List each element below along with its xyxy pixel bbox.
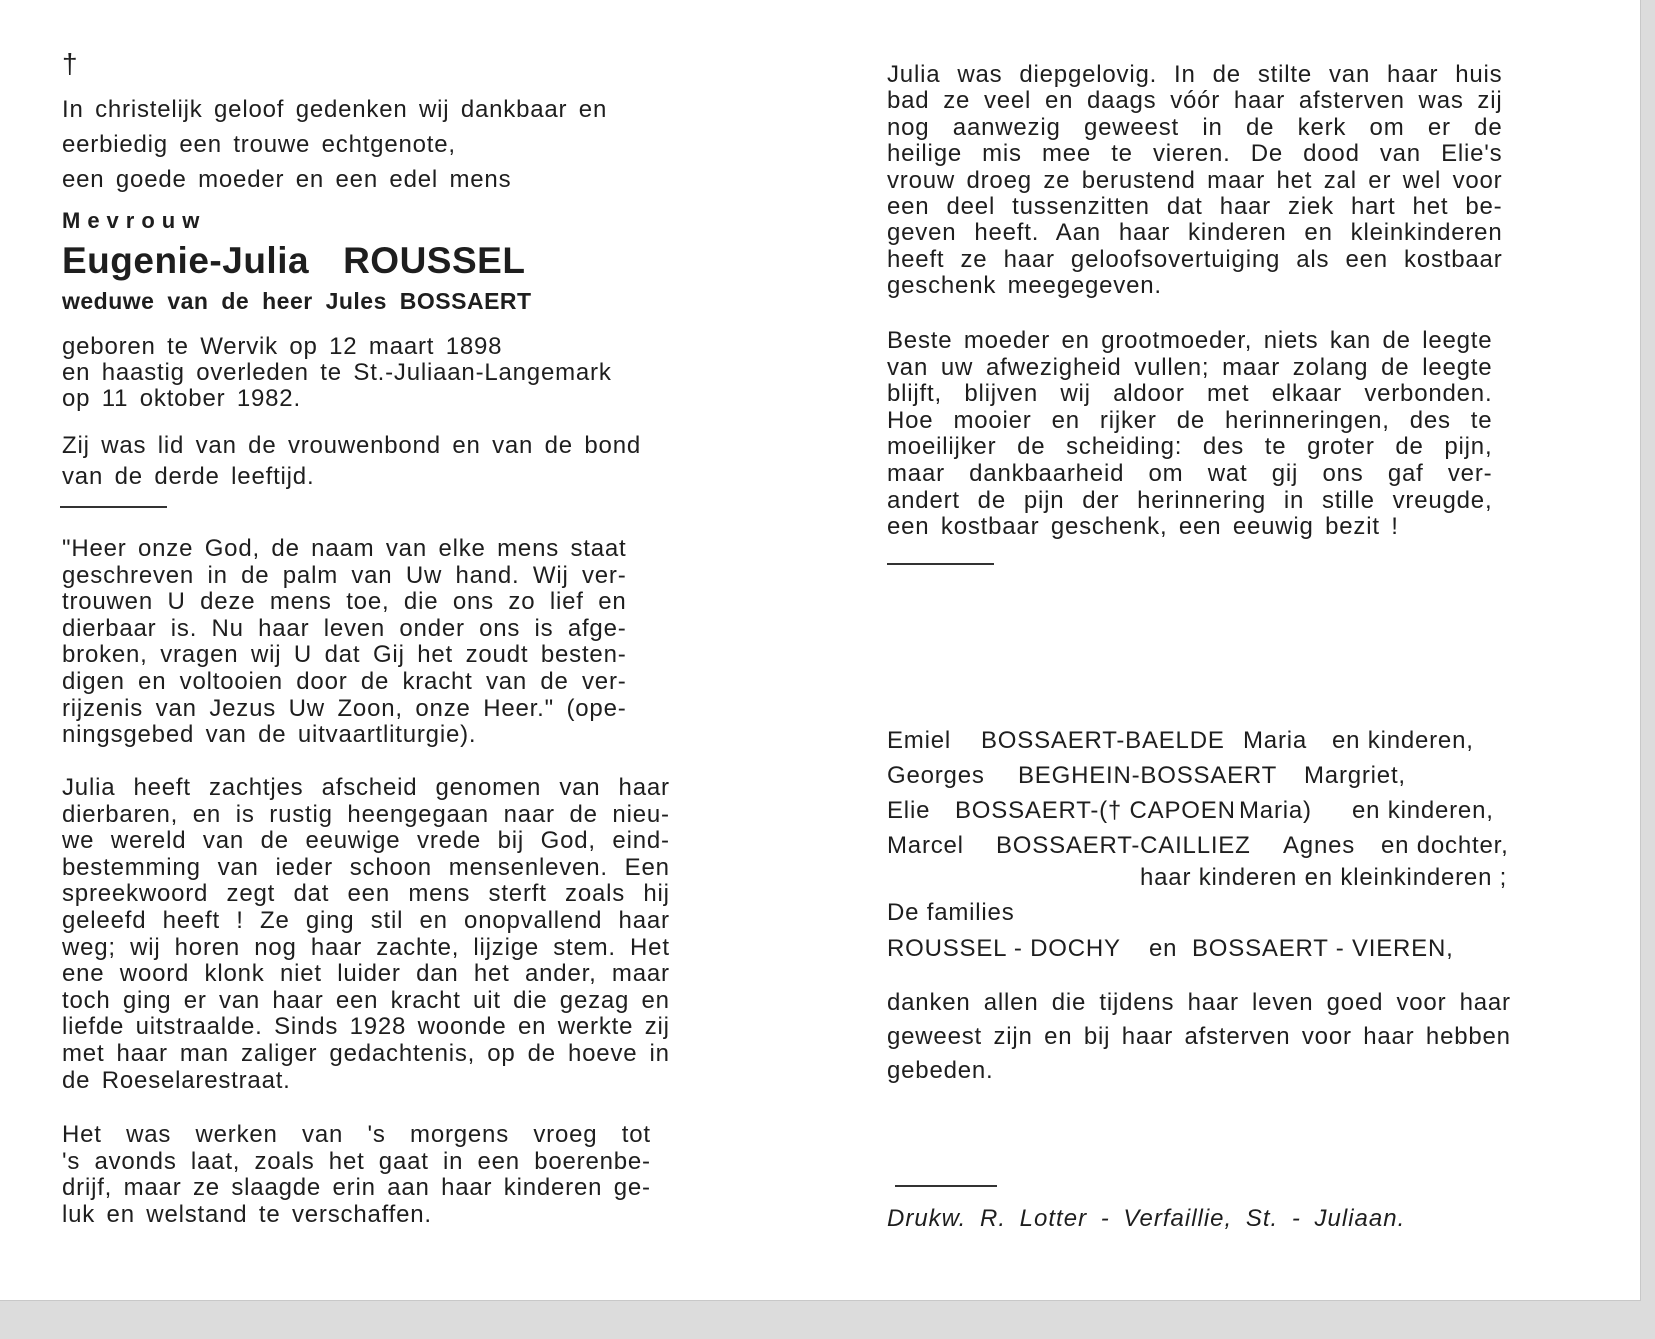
families-heading: De families: [887, 899, 1015, 926]
text-line: 's avonds laat, zoals het gaat in een boerenbe-: [62, 1147, 651, 1175]
text-line: geven heeft. Aan haar kinderen en kleinkinderen: [887, 219, 1503, 247]
work-paragraph: [62, 1122, 651, 1228]
family-line: haar kinderen en kleinkinderen ;: [1140, 864, 1508, 891]
thanks-paragraph: [887, 986, 1511, 1088]
text-line: blijft, blijven wij aldoor met elkaar verbonden.: [887, 380, 1493, 408]
text-line: Julia heeft zachtjes afscheid genomen van haar: [62, 774, 670, 801]
salutation: Mevrouw: [62, 208, 207, 233]
text-line: heilige mis mee te vieren. De dood van Elie's: [887, 140, 1503, 168]
family-surname: BEGHEIN-BOSSAERT: [1018, 762, 1278, 789]
birth-death-paragraph: [62, 334, 612, 412]
text-line: eerbiedig een trouwe echtgenote,: [62, 131, 456, 158]
text-line: luk en welstand te verschaffen.: [62, 1200, 432, 1228]
text-line: en haastig overleden te St.-Juliaan-Langemark: [62, 359, 612, 386]
text-line: ningsgebed van de uitvaartliturgie).: [62, 721, 477, 749]
family-relation: en kinderen,: [1332, 727, 1474, 754]
divider-rule: [895, 1185, 997, 1187]
family-first-name: Marcel: [887, 832, 964, 859]
text-line: geschenk meegegeven.: [887, 272, 1162, 300]
text-line: de Roeselarestraat.: [62, 1066, 291, 1094]
text-line: Beste moeder en grootmoeder, niets kan de leegte: [887, 327, 1493, 354]
family-line: [887, 832, 1509, 860]
family-given-name: Maria): [1239, 797, 1312, 824]
prayer-paragraph: [62, 536, 627, 749]
deceased-name: [62, 240, 525, 282]
family-conjunction: en: [1149, 935, 1178, 962]
divider-rule: [887, 563, 994, 565]
family-first-name: Emiel: [887, 727, 952, 754]
family-surname: ROUSSEL - DOCHY: [887, 935, 1121, 962]
family-line: [887, 727, 1474, 755]
family-surname: BOSSAERT-(† CAPOEN: [955, 797, 1236, 824]
text-line: met haar man zaliger gedachtenis, op de hoeve in: [62, 1039, 670, 1067]
divider-rule: [60, 506, 167, 508]
text-line: op 11 oktober 1982.: [62, 385, 301, 412]
family-line: [887, 797, 1494, 825]
text-line: moeilijker de scheiding: des te groter de pijn,: [887, 433, 1493, 461]
intro-paragraph: [62, 92, 607, 197]
text-line: Zij was lid van de vrouwenbond en van de bond: [62, 432, 641, 459]
family-given-name: Agnes: [1283, 832, 1356, 859]
cross-icon: †: [62, 48, 78, 79]
family-first-name: Elie: [887, 797, 931, 824]
family-given-name: Margriet,: [1304, 762, 1406, 789]
text-line: digen en voltooien door de kracht van de ver-: [62, 667, 627, 695]
text-line: spreekwoord zegt dat een mens sterft zoals hij: [62, 880, 670, 908]
family-relation: en dochter,: [1381, 832, 1509, 859]
text-line: Hoe mooier en rijker de herinneringen, des te: [887, 406, 1493, 434]
text-line: broken, vragen wij U dat Gij het zoudt besten-: [62, 641, 627, 669]
text-line: dierbaar is. Nu haar leven onder ons is afge-: [62, 614, 627, 642]
farewell-paragraph: [887, 328, 1492, 541]
text-line: geweest zijn en bij haar afsterven voor haar hebben: [887, 1023, 1511, 1050]
last-name: ROUSSEL: [343, 240, 526, 281]
text-line: In christelijk geloof gedenken wij dankbaar en: [62, 96, 608, 123]
family-surname: BOSSAERT-BAELDE: [981, 727, 1225, 754]
text-line: bad ze veel en daags vóór haar afsterven was zij: [887, 87, 1503, 115]
faith-paragraph: [887, 62, 1502, 300]
text-line: geschreven in de palm van Uw hand. Wij ver-: [62, 561, 627, 589]
text-line: weg; wij horen nog haar zachte, lijzige stem. Het: [62, 933, 670, 961]
family-first-name: Georges: [887, 762, 985, 789]
family-given-name: Maria: [1243, 727, 1308, 754]
text-line: gebeden.: [887, 1057, 994, 1084]
text-line: bestemming van ieder schoon mensenleven. Een: [62, 853, 670, 881]
text-line: een deel tussenzitten dat haar ziek hart het be-: [887, 193, 1503, 221]
text-line: een kostbaar geschenk, een eeuwig bezit !: [887, 513, 1399, 541]
family-surname: BOSSAERT-CAILLIEZ: [996, 832, 1251, 859]
text-line: ene woord klonk niet luider dan het ander, maar: [62, 960, 670, 988]
family-relation: en kinderen,: [1352, 797, 1494, 824]
text-line: geleefd heeft ! Ze ging stil en onopvallend haar: [62, 906, 670, 934]
widow-line: weduwe van de heer Jules BOSSAERT: [62, 288, 532, 314]
text-line: trouwen U deze mens toe, die ons zo lief en: [62, 588, 627, 616]
family-line: [887, 935, 1454, 963]
text-line: drijf, maar ze slaagde erin aan haar kinderen ge-: [62, 1174, 651, 1202]
printer-credit: Drukw. R. Lotter - Verfaillie, St. - Juliaan.: [887, 1205, 1406, 1232]
text-line: dierbaren, en is rustig heengegaan naar de nieu-: [62, 800, 670, 828]
text-line: "Heer onze God, de naam van elke mens staat: [62, 535, 627, 562]
text-line: van de derde leeftijd.: [62, 463, 315, 490]
first-name: Eugenie-Julia: [62, 240, 310, 281]
text-line: andert de pijn der herinnering in stille vreugde,: [887, 486, 1493, 514]
text-line: geboren te Wervik op 12 maart 1898: [62, 333, 503, 360]
text-line: liefde uitstraalde. Sinds 1928 woonde en werkte zij: [62, 1013, 670, 1041]
family-surname: BOSSAERT - VIEREN,: [1192, 935, 1454, 962]
family-line: [887, 762, 1406, 790]
text-line: een goede moeder en een edel mens: [62, 166, 512, 193]
text-line: danken allen die tijdens haar leven goed voor haar: [887, 989, 1511, 1016]
text-line: we wereld van de eeuwige vrede bij God, eind-: [62, 827, 670, 855]
text-line: rijzenis van Jezus Uw Zoon, onze Heer." (ope-: [62, 694, 627, 722]
julia-paragraph: [62, 775, 670, 1094]
text-line: Het was werken van 's morgens vroeg tot: [62, 1121, 651, 1148]
text-line: heeft ze haar geloofsovertuiging als een kostbaar: [887, 245, 1503, 273]
text-line: vrouw droeg ze berustend maar het zal er wel voor: [887, 166, 1503, 194]
text-line: maar dankbaarheid om wat gij ons gaf ver-: [887, 459, 1493, 487]
text-line: Julia was diepgelovig. In de stilte van haar huis: [887, 61, 1503, 88]
membership-paragraph: [62, 430, 641, 492]
text-line: toch ging er van haar een kracht uit die gezag en: [62, 986, 670, 1014]
text-line: van uw afwezigheid vullen; maar zolang de leegte: [887, 353, 1493, 381]
text-line: nog aanwezig geweest in de kerk om er de: [887, 113, 1503, 141]
